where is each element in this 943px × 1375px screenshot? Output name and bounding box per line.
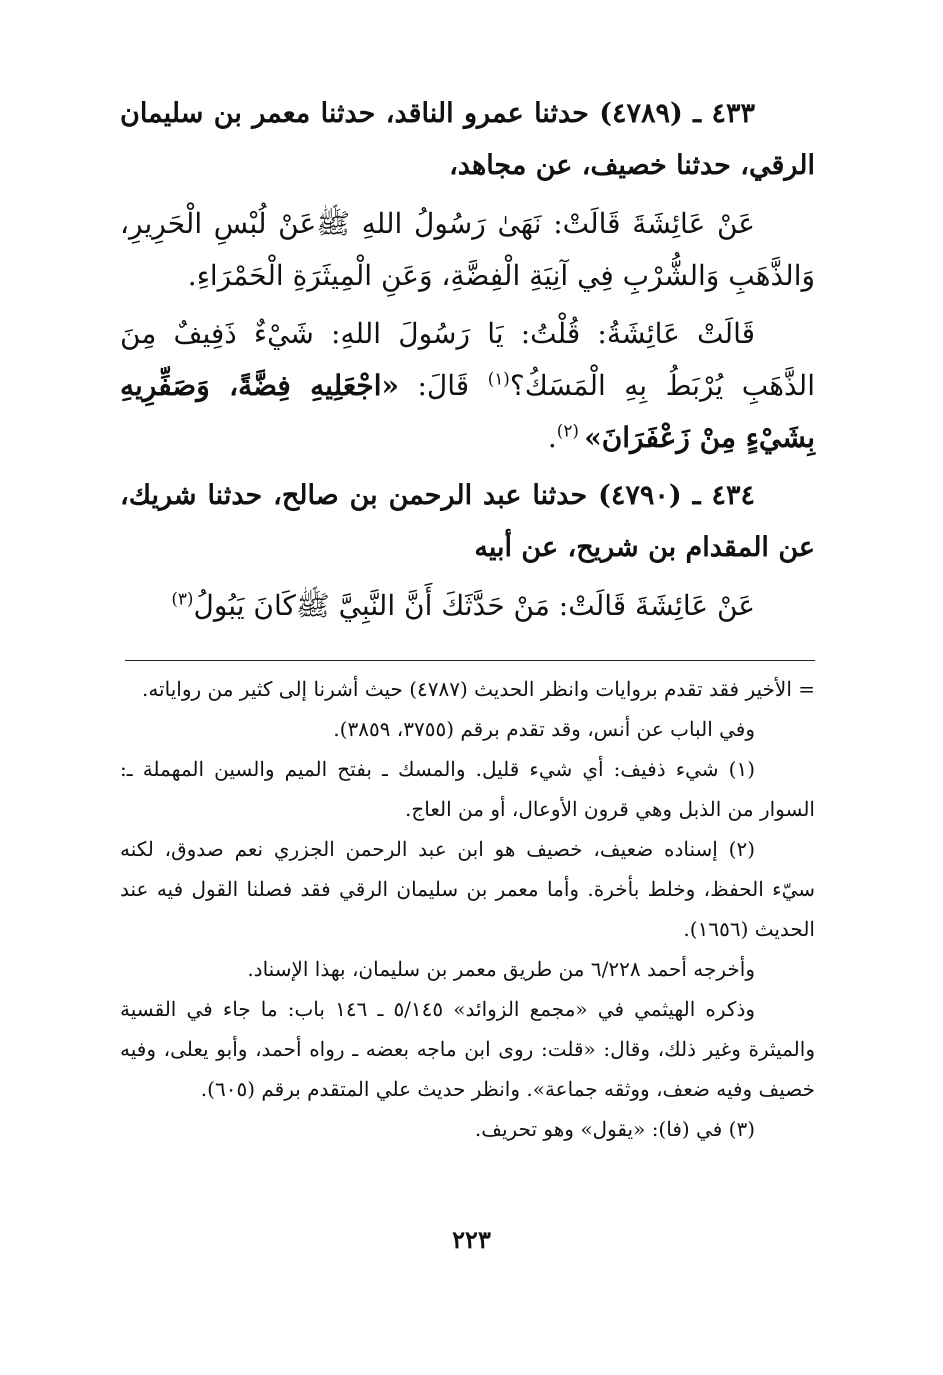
footnote-2: (٢) إسناده ضعيف، خصيف هو ابن عبد الرحمن الجزري نعم صدوق، لكنه سيّء الحفظ، وخلط بأخرة. وأما معمر بن سليمان الرقي فقد فصلنا القول فيه عند الحديث (١٦٥٦). <box>120 837 815 941</box>
footnote-1: (١) شيء ذفيف: أي شيء قليل. والمسك ـ بفتح الميم والسين المهملة ـ: السوار من الذبل وهي قرون الأوعال، أو من العاج. <box>120 757 815 821</box>
footnote-3: (٣) في (فا): «يقول» وهو تحريف. <box>474 1117 755 1141</box>
page-number: ٢٢٣ <box>452 1225 491 1254</box>
footnote-ref-2: (٢) <box>556 420 585 441</box>
hadith-434-matn <box>120 580 815 632</box>
hadith-434-isnad: ٤٣٤ ـ (٤٧٩٠) حدثنا عبد الرحمن بن صالح، حدثنا شريك، عن المقدام بن شريح، عن أبيه <box>120 480 815 563</box>
hadith-433-isnad: ٤٣٣ ـ (٤٧٨٩) حدثنا عمرو الناقد، حدثنا معمر بن سليمان الرقي، حدثنا خصيف، عن مجاهد، <box>120 98 815 181</box>
footnote-paragraph: وأخرجه أحمد ٦/٢٢٨ من طريق معمر بن سليمان، بهذا الإسناد. <box>247 957 755 981</box>
hadith-433-matn-continued <box>120 308 815 464</box>
footnote-separator <box>125 660 815 661</box>
matn-text: . <box>547 421 557 454</box>
footnote-ref-1: (١) <box>487 368 510 389</box>
footnote-continuation: = الأخير فقد تقدم بروايات وانظر الحديث (٤٧٨٧) حيث أشرنا إلى كثير من رواياته. <box>141 677 815 701</box>
hadith-433-matn: عَنْ عَائِشَةَ قَالَتْ: نَهَىٰ رَسُولُ اللهِ ﷺعَنْ لُبْسِ الْحَرِيرِ، وَالذَّهَبِ وَالشُّرْبِ فِي آنِيَةِ الْفِضَّةِ، وَعَنِ الْمِيثَرَةِ الْحَمْرَاءِ. <box>120 207 815 292</box>
footnote-paragraph: وفي الباب عن أنس، وقد تقدم برقم (٣٧٥٥، ٣٨٥٩). <box>333 717 755 741</box>
footnote-ref-3: (٣) <box>171 588 194 609</box>
footnotes <box>120 669 815 1149</box>
main-text <box>120 88 815 632</box>
prophet-quote: «اجْعَلِيهِ فِضَّةً، وَصَفِّرِيهِ بِشَيْءٍ مِنْ زَعْفَرَانَ» <box>120 369 815 454</box>
matn-text: قَالَ: <box>398 369 488 402</box>
page-content <box>120 88 815 1149</box>
footnote-paragraph: وذكره الهيثمي في «مجمع الزوائد» ٥/١٤٥ ـ ١٤٦ باب: ما جاء في القسية والميثرة وغير ذلك، وقال: «قلت: روى ابن ماجه بعضه ـ رواه أحمد، وأبو يعلى، وفيه خصيف وفيه ضعف، ووثقه جماعة». وانظر حديث علي المتقدم برقم (٦٠٥). <box>120 997 815 1101</box>
matn-text: عَنْ عَائِشَةَ قَالَتْ: مَنْ حَدَّثَكَ أَنَّ النَّبِيَّ ﷺكَانَ يَبُولُ <box>193 589 755 622</box>
matn-text: قَالَتْ عَائِشَةُ: قُلْتُ: يَا رَسُولَ اللهِ: شَيْءٌ ذَفِيفٌ مِنَ الذَّهَبِ يُرْبَطُ بِهِ الْمَسَكُ؟ <box>120 317 815 402</box>
